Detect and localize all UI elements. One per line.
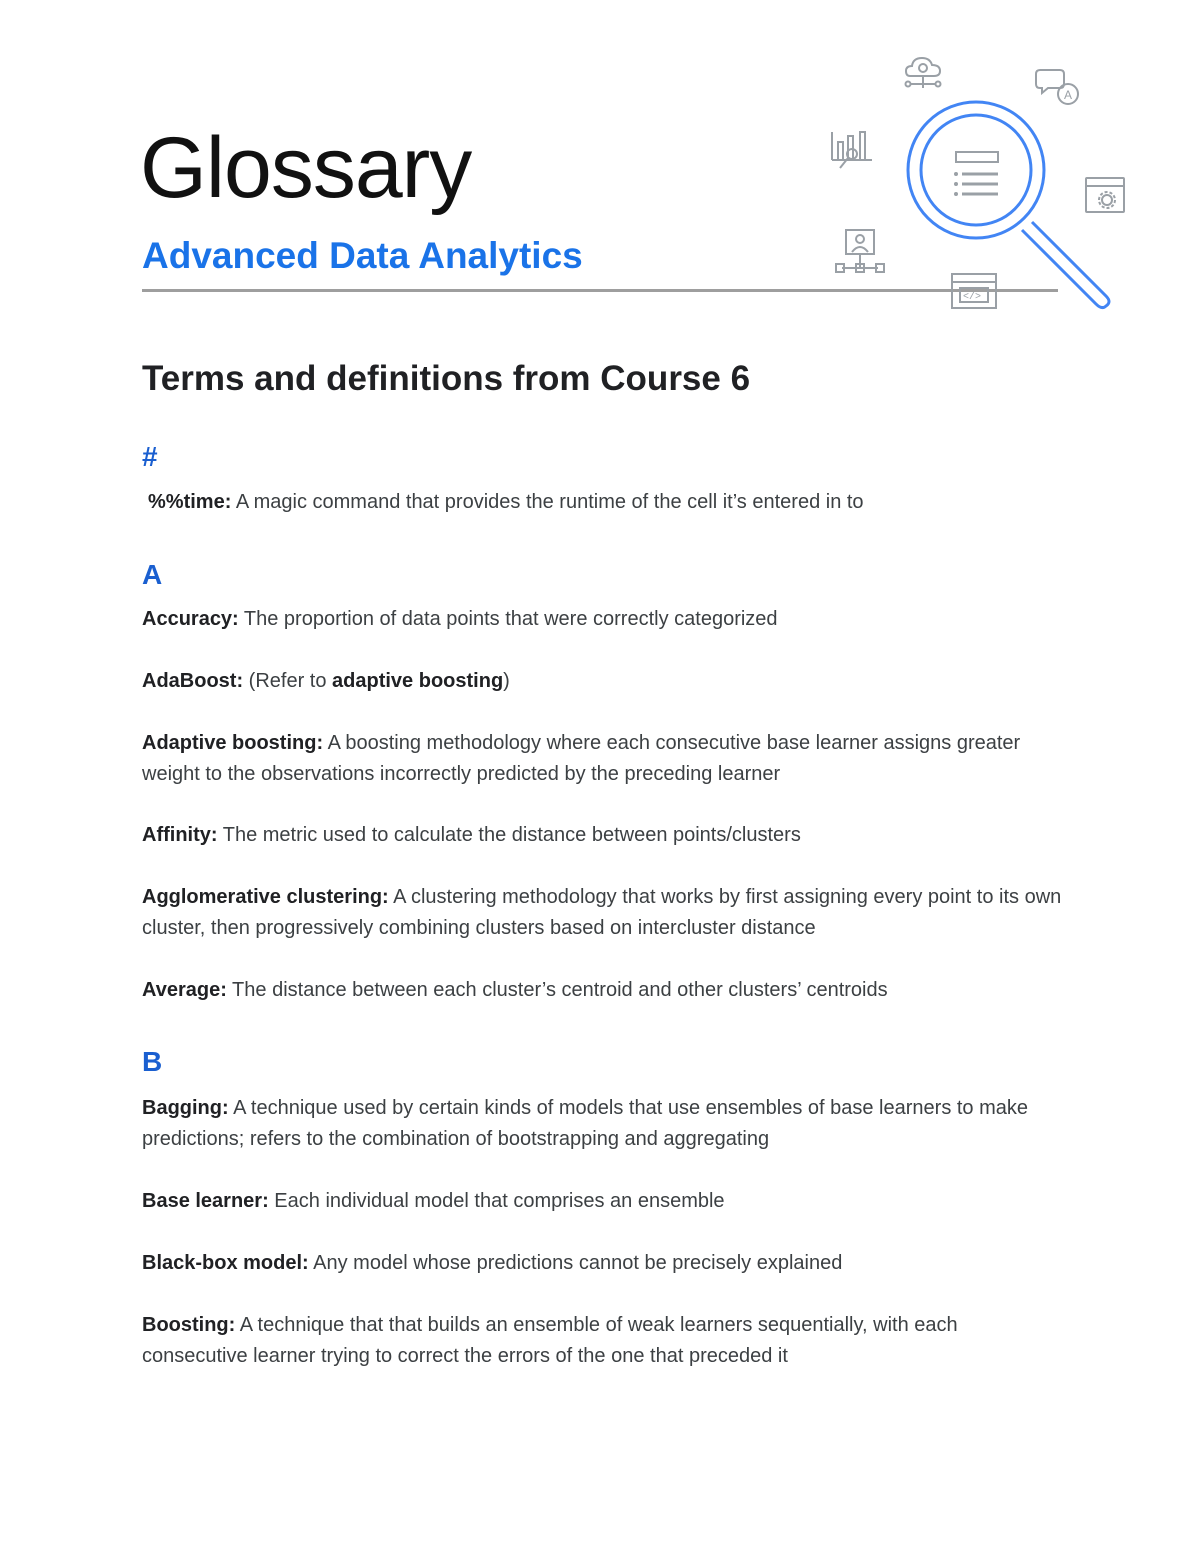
entry-term: Accuracy:	[142, 608, 239, 630]
code-window-icon	[952, 274, 996, 308]
entry-term: Boosting:	[142, 1314, 236, 1336]
entry-definition: The distance between each cluster’s centroid and other clusters’ centroids	[226, 979, 888, 1001]
entry-definition: A magic command that provides the runtime of the cell it’s entered in to	[231, 491, 864, 513]
entry-definition: A technique used by certain kinds of models that use ensembles of base learners to make predictions; refers to the combination of bootstrapping and aggregating	[142, 1097, 1029, 1150]
entry-definition: A technique that that builds an ensemble of weak learners sequentially, with each consecutive learner trying to correct the errors of the one that preceded it	[142, 1314, 958, 1367]
entry-term: %%time:	[148, 491, 232, 513]
entry-definition: Each individual model that comprises an ensemble	[268, 1190, 725, 1212]
section-heading: Terms and definitions from Course 6	[142, 359, 751, 398]
hero-illustration	[822, 46, 1142, 318]
group-letter-b: B	[142, 1046, 163, 1077]
chat-translate-icon	[1036, 70, 1078, 104]
entry-definition-end: )	[503, 670, 510, 692]
group-letter-hash: #	[142, 441, 158, 472]
entry-term: AdaBoost:	[142, 670, 244, 692]
bar-chart-search-icon	[832, 132, 872, 168]
translate-letter-glyph: A	[1064, 88, 1073, 102]
glossary-entry	[142, 728, 1062, 790]
entry-definition: (Refer to	[243, 670, 333, 692]
entry-reference: adaptive boosting	[332, 670, 504, 692]
glossary-entry	[142, 975, 1062, 1006]
settings-window-icon	[1086, 178, 1124, 212]
entry-definition: A clustering methodology that works by first assigning every point to its own cluster, then progressively combining clusters based on intercluster distance	[142, 886, 1062, 939]
glossary-entry	[142, 1248, 1062, 1279]
glossary-entry	[148, 487, 1068, 518]
entry-term: Adaptive boosting:	[142, 732, 324, 754]
code-glyph: </>	[963, 292, 982, 303]
page-title: Glossary	[140, 120, 472, 216]
user-org-chart-icon	[836, 230, 884, 272]
glossary-entry	[142, 1093, 1062, 1155]
entry-definition: The metric used to calculate the distance between points/clusters	[217, 824, 801, 846]
glossary-entry	[142, 666, 1062, 697]
entry-definition: A boosting methodology where each consecutive base learner assigns greater weight to the observations incorrectly predicted by the preceding learner	[142, 732, 1021, 785]
glossary-entry	[142, 1186, 1062, 1217]
entry-definition: Any model whose predictions cannot be precisely explained	[308, 1252, 843, 1274]
entry-term: Bagging:	[142, 1097, 229, 1119]
glossary-entry	[142, 882, 1062, 944]
entry-term: Affinity:	[142, 824, 218, 846]
group-letter-a: A	[142, 559, 163, 590]
entry-term: Average:	[142, 979, 227, 1001]
glossary-entry	[142, 1310, 1062, 1372]
cloud-network-icon	[906, 58, 941, 88]
glossary-entry	[142, 820, 1062, 851]
magnifying-glass-list-icon	[908, 102, 1109, 308]
page-subtitle: Advanced Data Analytics	[142, 235, 583, 276]
entry-term: Agglomerative clustering:	[142, 886, 389, 908]
glossary-entry	[142, 604, 1062, 635]
entry-term: Base learner:	[142, 1190, 269, 1212]
entry-definition: The proportion of data points that were correctly categorized	[238, 608, 778, 630]
entry-term: Black-box model:	[142, 1252, 309, 1274]
